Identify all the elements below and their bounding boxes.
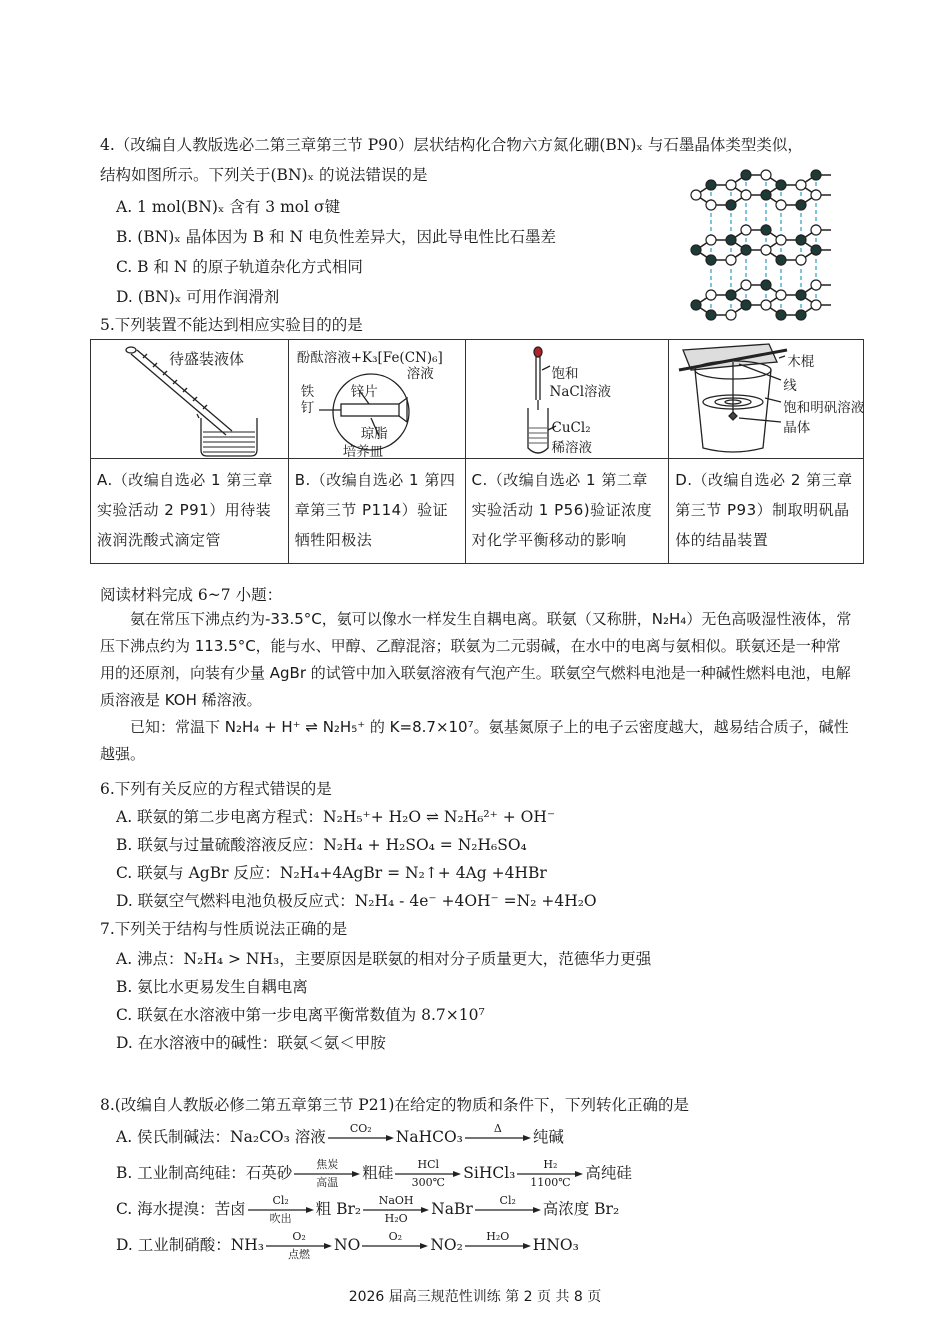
arrow-condition-top: Cl₂ (499, 1194, 516, 1207)
fig-b-dish-label: 培养皿 (342, 444, 384, 460)
reading-material (100, 606, 852, 768)
reaction-arrow (395, 1158, 461, 1189)
q6-option-b: B. 联氨与过量硫酸溶液反应：N₂H₄ + H₂SO₄ = N₂H₆SO₄ (116, 836, 527, 854)
arrow-condition-bottom: 300℃ (411, 1176, 445, 1189)
reaction-arrow (465, 1122, 531, 1149)
arrow-condition-bottom: H₂O (384, 1212, 408, 1225)
q8-b-m2: SiHCl₃ (463, 1164, 516, 1182)
q6-option-d: D. 联氨空气燃料电池负极反应式：N₂H₄ - 4e⁻ +4OH⁻ =N₂ +4H₂O (116, 892, 597, 910)
q6-option-c: C. 联氨与 AgBr 反应：N₂H₄+4AgBr = N₂↑+ 4Ag +4HBr (116, 864, 547, 882)
arrow-condition-top: O₂ (388, 1230, 403, 1243)
q8-option-b (116, 1158, 632, 1189)
q8-d-end: HNO₃ (532, 1236, 579, 1254)
q8-c-m1: 粗 Br₂ (315, 1200, 362, 1218)
fig-c-cucl2-label: CuCl₂ (551, 420, 591, 436)
page-footer: 2026 届高三规范性训练 第 2 页 共 8 页 (348, 1289, 602, 1305)
arrow-condition-bottom: 点燃 (288, 1248, 311, 1261)
fig-c-dilute-label: 稀溶液 (551, 440, 593, 456)
q4-option-d: D. (BN)ₓ 可用作润滑剂 (116, 288, 280, 306)
q4-option-c: C. B 和 N 的原子轨道杂化方式相同 (116, 258, 363, 276)
arrow-condition-top: Cl₂ (272, 1194, 289, 1207)
q8-d-start: D. 工业制硝酸：NH₃ (116, 1236, 265, 1254)
arrow-condition-top: H₂ (543, 1158, 558, 1171)
q8-option-a (116, 1122, 564, 1149)
q4-stem-line1: 4.（改编自人教版选必二第三章第三节 P90）层状结构化合物六方氮化硼(BN)ₓ 与石墨晶体类型类似， (100, 136, 803, 154)
fig-a-label: 待盛装液体 (169, 350, 245, 368)
reaction-arrow (328, 1122, 394, 1149)
reaction-arrow (363, 1194, 429, 1225)
fig-b-cell (288, 340, 465, 459)
reading-title: 阅读材料完成 6~7 小题： (100, 586, 283, 604)
caption-c: C.（改编自选必 1 第二章实验活动 1 P56)验证浓度对化学平衡移动的影响 (465, 459, 669, 564)
arrow-condition-top: H₂O (486, 1230, 510, 1243)
arrow-condition-top: HCl (417, 1158, 440, 1171)
q8-d-m1: NO (334, 1236, 361, 1254)
reaction-arrow (465, 1230, 531, 1257)
q8-d-m2: NO₂ (430, 1236, 463, 1254)
reading-paragraph-1: 氨在常压下沸点约为-33.5°C，氨可以像水一样发生自耦电离。联氨（又称肼，N₂H₄）无色高吸湿性液体，常压下沸点约为 113.5°C，能与水、甲醇、乙醇混溶；联氨为二元弱碱，在水中的电离与氨相似。联氨还是一种常用的还原剂，向装有少量 AgBr 的试管中加入联氨溶液有气泡产生。联氨空气燃料电池是一种碱性燃料电池，电解质溶液是 KOH 稀溶液。 (100, 610, 852, 709)
fig-d-alum-label: 饱和明矾溶液 (783, 400, 865, 416)
q8-b-m1: 粗硅 (362, 1164, 394, 1182)
reaction-arrow (362, 1230, 428, 1257)
q5-apparatus-table (90, 339, 864, 564)
q4-option-a: A. 1 mol(BN)ₓ 含有 3 mol σ键 (116, 198, 341, 216)
reaction-arrow (248, 1194, 314, 1225)
q7-option-d: D. 在水溶液中的碱性：联氨＜氨＜甲胺 (116, 1034, 386, 1052)
q8-c-m2: NaBr (431, 1200, 473, 1218)
q8-a-start: A. 侯氏制碱法：Na₂CO₃ 溶液 (116, 1128, 326, 1146)
arrow-condition-top: Δ (493, 1122, 502, 1135)
caption-b: B.（改编自选必 1 第四章第三节 P114）验证牺牲阳极法 (288, 459, 465, 564)
q8-option-d (116, 1230, 579, 1261)
q8-option-c (116, 1194, 620, 1225)
fig-d-cell (669, 340, 864, 459)
reaction-arrow (475, 1194, 541, 1221)
reaction-arrow (294, 1158, 360, 1189)
reaction-arrow (517, 1158, 583, 1189)
fig-d-stick-label: 木棍 (787, 354, 815, 370)
fig-d-thread-label: 线 (783, 378, 797, 394)
q4-stem-line2: 结构如图所示。下列关于(BN)ₓ 的说法错误的是 (100, 166, 428, 184)
fig-c-cell (465, 340, 669, 459)
q7-stem: 7.下列关于结构与性质说法正确的是 (100, 920, 348, 938)
q8-c-start: C. 海水提溴：苦卤 (116, 1200, 246, 1218)
reading-paragraph-2: 已知：常温下 N₂H₄ + H⁺ ⇌ N₂H₅⁺ 的 K=8.7×10⁷。氨基氮原子上的电子云密度越大，越易结合质子，碱性越强。 (100, 718, 849, 763)
q4-option-b: B. (BN)ₓ 晶体因为 B 和 N 电负性差异大，因此导电性比石墨差 (116, 228, 556, 246)
fig-b-agar-label: 琼脂 (360, 426, 388, 442)
arrow-condition-bottom: 1100℃ (530, 1176, 571, 1189)
q8-a-mid: NaHCO₃ (395, 1128, 463, 1146)
arrow-condition-top: O₂ (292, 1230, 306, 1243)
fig-b-iron-label2: 钉 (300, 400, 315, 416)
q7-option-b: B. 氨比水更易发生自耦电离 (116, 978, 308, 996)
arrow-condition-bottom: 高温 (316, 1176, 339, 1189)
fig-a-cell (91, 340, 289, 459)
fig-b-zinc-label: 锌片 (350, 384, 378, 400)
fig-d-crystal-label: 晶体 (783, 420, 811, 436)
q8-b-start: B. 工业制高纯硅：石英砂 (116, 1164, 293, 1182)
fig-b-top-label2: 溶液 (406, 366, 434, 382)
reaction-arrow (266, 1230, 332, 1261)
fig-c-sat-label: 饱和 (551, 366, 579, 382)
arrow-condition-top: 焦炭 (316, 1158, 339, 1171)
q8-stem: 8.(改编自人教版必修二第五章第三节 P21)在给定的物质和条件下，下列转化正确的是 (100, 1096, 689, 1114)
caption-a: A.（改编自选必 1 第三章实验活动 2 P91）用待装液润洗酸式滴定管 (91, 459, 289, 564)
q5-stem: 5.下列装置不能达到相应实验目的的是 (100, 316, 363, 334)
arrow-condition-top: CO₂ (349, 1122, 372, 1135)
fig-c-nacl-label: NaCl溶液 (549, 384, 612, 400)
q6-stem: 6.下列有关反应的方程式错误的是 (100, 780, 332, 798)
fig-b-iron-label: 铁 (300, 384, 315, 400)
q6-option-a: A. 联氨的第二步电离方程式：N₂H₅⁺+ H₂O ⇌ N₂H₆²⁺ + OH⁻ (116, 808, 556, 826)
bn-structure-figure (686, 165, 836, 325)
caption-d: D.（改编自选必 2 第三章第三节 P93）制取明矾晶体的结晶装置 (669, 459, 864, 564)
q8-b-end: 高纯硅 (585, 1164, 632, 1182)
arrow-condition-bottom: 吹出 (269, 1212, 292, 1225)
q8-a-end: 纯碱 (532, 1128, 564, 1146)
q8-c-end: 高浓度 Br₂ (542, 1200, 620, 1218)
q7-option-a: A. 沸点：N₂H₄ > NH₃，主要原因是联氨的相对分子质量更大，范德华力更强 (116, 950, 652, 968)
q7-option-c: C. 联氨在水溶液中第一步电离平衡常数值为 8.7×10⁷ (116, 1006, 485, 1024)
arrow-condition-top: NaOH (378, 1194, 414, 1207)
fig-b-top-label: 酚酞溶液+K₃[Fe(CN)₆] (296, 350, 443, 366)
